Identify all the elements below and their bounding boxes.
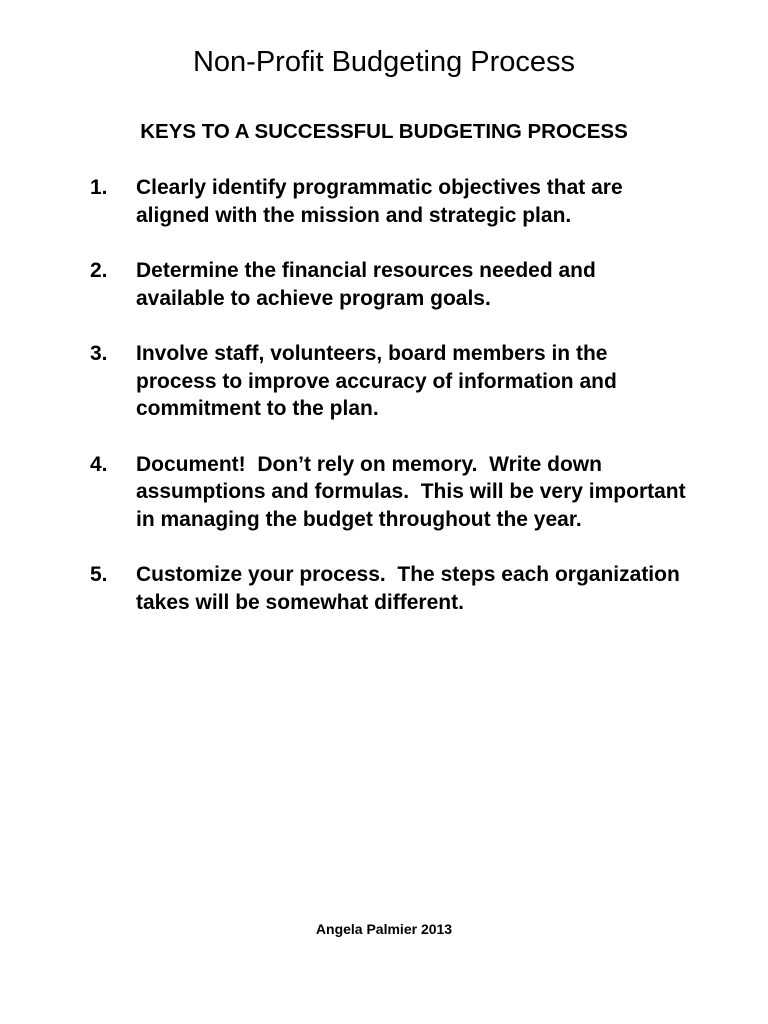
list-item-number: 1. [90,176,108,199]
list-item [90,561,690,616]
list-item-number: 5. [90,563,108,586]
list-item-text: Customize your process. The steps each organization takes will be somewhat different. [136,563,686,614]
list-item [90,340,690,423]
list-item-text: Document! Don’t rely on memory. Write down assumptions and formulas. This will be very important in managing the budget throughout the year. [136,452,692,531]
list-item-text: Clearly identify programmatic objectives that are aligned with the mission and strategic plan. [136,176,629,227]
list-item [90,451,690,534]
section-heading: KEYS TO A SUCCESSFUL BUDGETING PROCESS [140,120,628,143]
list-item [90,257,690,312]
list-item-text: Determine the financial resources needed and available to achieve program goals. [136,259,602,310]
list-item-text: Involve staff, volunteers, board members in the process to improve accuracy of information and commitment to the plan. [136,342,623,420]
list-item-number: 3. [90,342,108,365]
keys-list [90,174,690,644]
footer-author: Angela Palmier 2013 [315,921,453,937]
list-item [90,174,690,229]
page-title: Non-Profit Budgeting Process [192,46,576,78]
list-item-number: 4. [90,452,108,476]
list-item-number: 2. [90,259,108,282]
